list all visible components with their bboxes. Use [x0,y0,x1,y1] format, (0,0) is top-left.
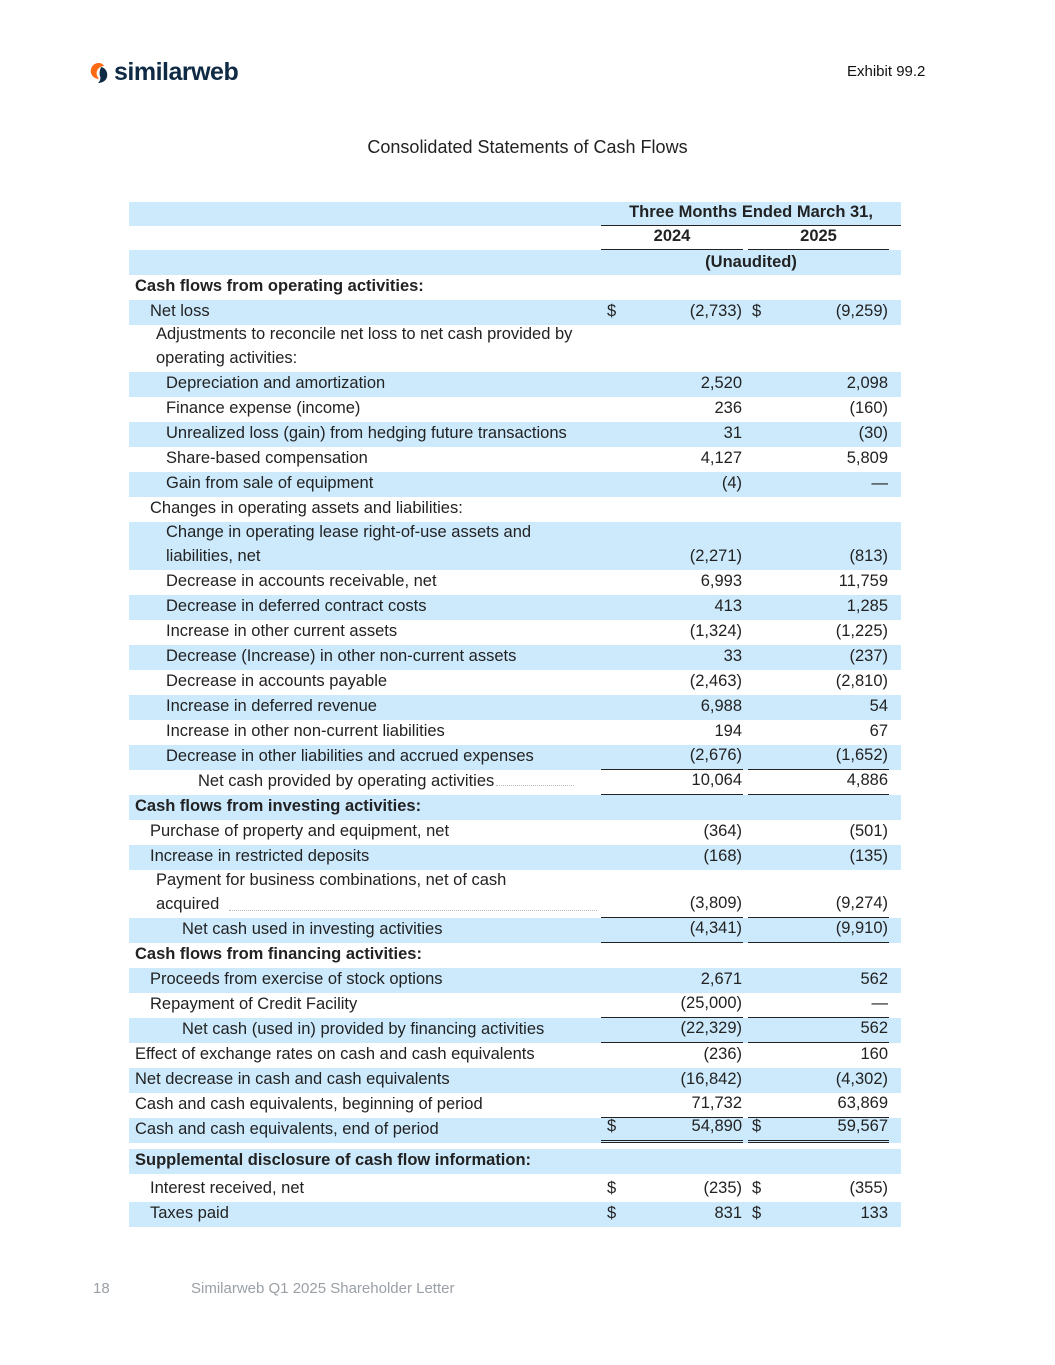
value-2024: (168) [703,847,742,865]
value-2025: (135) [849,847,888,865]
table-row [129,745,901,770]
table-row [129,472,901,497]
table-row [129,397,901,422]
value-2024: 194 [714,722,742,740]
value-2024: (2,733) [689,302,742,320]
value-2025: 59,567 [837,1117,888,1135]
value-2024: 71,732 [691,1094,742,1112]
value-2024: 236 [714,399,742,417]
row-label: Change in operating lease right-of-use assets and liabilities, net [166,523,532,565]
table-row [129,595,901,620]
value-2025: (1,652) [835,746,888,764]
table-row [129,522,901,570]
value-2025: (9,259) [835,302,888,320]
row-label: Taxes paid [150,1204,229,1222]
value-2024: (1,324) [689,622,742,640]
value-2024: 413 [714,597,742,615]
row-label: Interest received, net [150,1179,305,1197]
row-label: Payment for business combinations, net of cash acquired [156,871,507,913]
table-row [129,497,901,522]
table-row [129,695,901,720]
footer-text: Similarweb Q1 2025 Shareholder Letter [191,1280,455,1297]
currency-symbol: $ [752,302,762,320]
value-2025: 63,869 [837,1094,888,1112]
logo-wordmark: similarweb [114,58,239,86]
row-label: Decrease in accounts receivable, net [166,572,437,590]
table-row [129,943,901,968]
value-2024: 6,993 [700,572,742,590]
value-2024: (236) [703,1045,742,1063]
table-row [129,1043,901,1068]
value-2024: 831 [714,1204,742,1222]
similarweb-logo-icon [88,61,110,85]
value-2024: 54,890 [691,1117,742,1135]
value-2024: (25,000) [680,994,742,1012]
row-label-text: Net cash provided by operating activities [198,772,495,790]
row-label: Purchase of property and equipment, net [150,822,450,840]
value-2024: (4,341) [689,919,742,937]
row-label: Increase in restricted deposits [150,847,370,865]
value-2025: (4,302) [835,1070,888,1088]
exhibit-label: Exhibit 99.2 [847,63,926,80]
value-2025: (2,810) [835,672,888,690]
row-label: Finance expense (income) [166,399,361,417]
page-title: Consolidated Statements of Cash Flows [367,137,688,157]
table-row [129,870,901,918]
table-row [129,820,901,845]
value-2025: 562 [860,970,888,988]
value-2025: (501) [849,822,888,840]
row-label: Cash and cash equivalents, beginning of period [135,1095,483,1113]
value-2025: — [871,994,888,1012]
row-label: Net cash used in investing activities [182,920,443,938]
table-header-years [129,226,901,250]
value-2024: (3,809) [689,894,742,912]
row-label: Changes in operating assets and liabilities: [150,499,463,517]
table-row [129,795,901,820]
value-2024: (2,676) [689,746,742,764]
table-row [129,1174,901,1202]
row-label: Net cash (used in) provided by financing activities [182,1020,545,1038]
section-heading: Cash flows from financing activities: [135,945,422,963]
dot-leader [229,900,597,911]
table-row [129,993,901,1018]
page-number: 18 [93,1280,110,1297]
value-2025: (1,225) [835,622,888,640]
value-2024: (235) [703,1179,742,1197]
table-row [129,447,901,472]
row-label: Gain from sale of equipment [166,474,374,492]
value-2025: 133 [860,1204,888,1222]
value-2024: (364) [703,822,742,840]
table-row [129,275,901,300]
row-label: Repayment of Credit Facility [150,995,358,1013]
value-2024: (2,271) [689,547,742,565]
cash-flow-table [129,202,901,1227]
table-row [129,1202,901,1227]
row-label: Proceeds from exercise of stock options [150,970,443,988]
value-2024: 33 [723,647,742,665]
row-label: Net decrease in cash and cash equivalents [135,1070,450,1088]
row-label: Depreciation and amortization [166,374,386,392]
row-label: Effect of exchange rates on cash and cash equivalents [135,1045,535,1063]
value-2024: 6,988 [700,697,742,715]
value-2025: — [871,474,888,492]
table-row [129,570,901,595]
value-2024: 4,127 [700,449,742,467]
period-header: Three Months Ended March 31, [629,203,873,221]
value-2024: (4) [721,474,742,492]
row-label [129,769,668,795]
section-heading: Cash flows from operating activities: [135,277,424,295]
row-label: Increase in deferred revenue [166,697,377,715]
table-row [129,968,901,993]
dot-leader [496,775,574,786]
table-row [129,720,901,745]
value-2025: 4,886 [846,771,888,789]
section-heading: Supplemental disclosure of cash flow information: [135,1151,532,1169]
currency-symbol: $ [607,302,617,320]
table-row [129,620,901,645]
value-2025: (160) [849,399,888,417]
currency-symbol: $ [607,1117,617,1135]
value-2025: (9,910) [835,919,888,937]
value-2025: (237) [849,647,888,665]
value-2024: (22,329) [680,1019,742,1037]
table-row [129,770,901,795]
row-label: Net loss [150,302,210,320]
row-label: Adjustments to reconcile net loss to net cash provided by operating activities: [156,325,573,367]
similarweb-logo [88,58,238,87]
value-2025: 54 [869,697,888,715]
currency-symbol: $ [752,1117,762,1135]
table-header-period [129,202,901,226]
row-label: Increase in other non-current liabilities [166,722,445,740]
currency-symbol: $ [752,1179,762,1197]
row-label: Decrease in other liabilities and accrued expenses [166,747,534,765]
row-label: Decrease in deferred contract costs [166,597,427,615]
table-row [129,1018,901,1043]
row-label: Unrealized loss (gain) from hedging future transactions [166,424,567,442]
value-2025: (813) [849,547,888,565]
year-2024-header: 2024 [653,227,691,245]
value-2024: 2,671 [700,970,742,988]
value-2025: 160 [860,1045,888,1063]
currency-symbol: $ [607,1179,617,1197]
value-2024: 31 [723,424,742,442]
value-2025: (30) [858,424,888,442]
value-2025: 11,759 [838,572,888,590]
value-2025: 67 [869,722,888,740]
value-2025: (355) [849,1179,888,1197]
table-row [129,1149,901,1174]
row-label: Share-based compensation [166,449,368,467]
table-row [129,1068,901,1093]
value-2025: 1,285 [846,597,888,615]
currency-symbol: $ [607,1204,617,1222]
value-2024: (16,842) [680,1070,742,1088]
table-row [129,422,901,447]
table-row [129,645,901,670]
value-2025: 5,809 [846,449,888,467]
row-label: Cash and cash equivalents, end of period [135,1120,439,1138]
value-2025: (9,274) [835,894,888,912]
currency-symbol: $ [752,1204,762,1222]
value-2025: 562 [860,1019,888,1037]
table-row [129,372,901,397]
table-row [129,845,901,870]
section-heading: Cash flows from investing activities: [135,797,422,815]
year-2025-header: 2025 [800,227,837,245]
table-row [129,670,901,695]
row-label: Decrease (Increase) in other non-current assets [166,647,517,665]
table-row [129,325,901,372]
row-label: Decrease in accounts payable [166,672,388,690]
value-2025: 2,098 [846,374,888,392]
value-2024: (2,463) [689,672,742,690]
row-label: Increase in other current assets [166,622,398,640]
table-header-unaudited [129,250,901,275]
unaudited-note: (Unaudited) [705,253,797,271]
value-2024: 2,520 [700,374,742,392]
table-row [129,918,901,943]
table-row [129,1118,901,1143]
value-2024: 10,064 [691,771,742,789]
